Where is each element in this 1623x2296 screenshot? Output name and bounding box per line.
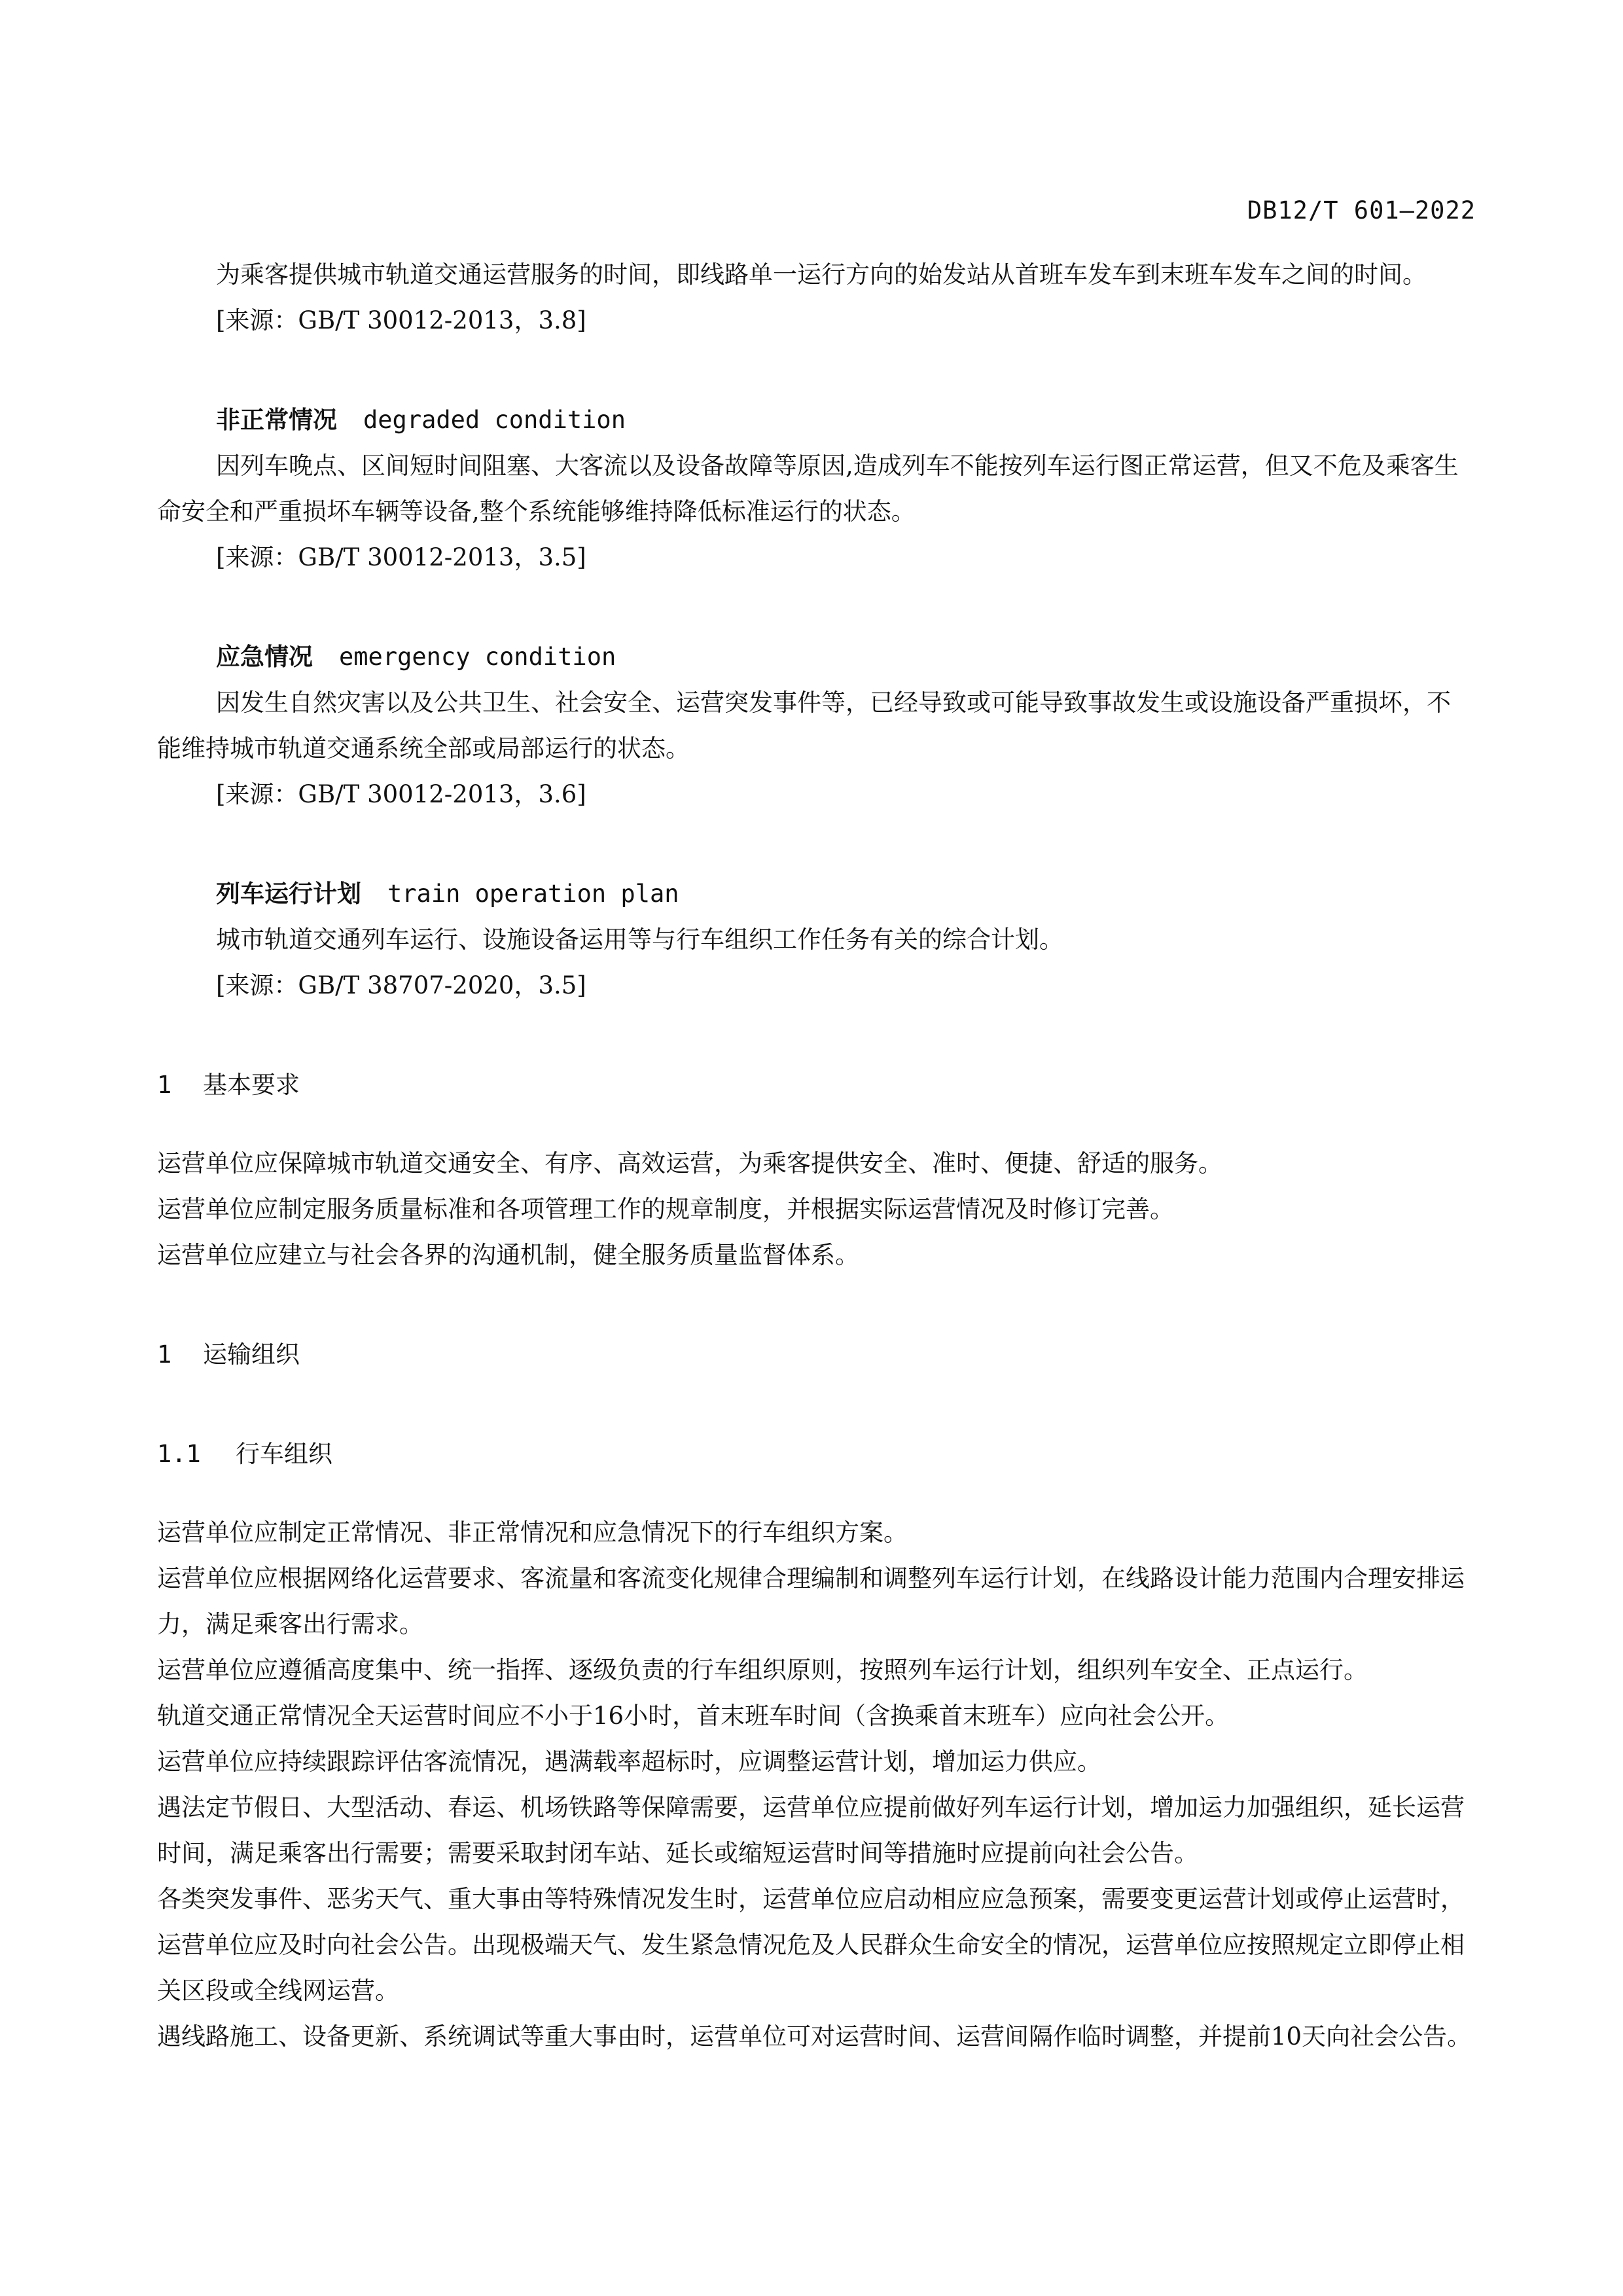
section-number: 1 bbox=[157, 1071, 172, 1099]
subsection-number: 1.1 bbox=[157, 1440, 201, 1468]
section-title: 基本要求 bbox=[203, 1071, 300, 1099]
paragraph: 轨道交通正常情况全天运营时间应不小于16小时，首末班车时间（含换乘首末班车）应向社会公开。 bbox=[157, 1702, 1230, 1730]
paragraph: 运营单位应制定正常情况、非正常情况和应急情况下的行车组织方案。 bbox=[157, 1518, 908, 1547]
subsection-title: 行车组织 bbox=[236, 1440, 332, 1468]
section-number: 1 bbox=[157, 1340, 172, 1369]
term-source: [来源：GB/T 38707-2020，3.5] bbox=[216, 971, 586, 999]
term-cn: 列车运行计划 bbox=[216, 880, 361, 908]
term-title bbox=[157, 634, 1472, 680]
paragraph: 运营单位应遵循高度集中、统一指挥、逐级负责的行车组织原则，按照列车运行计划，组织列车安全、正点运行。 bbox=[157, 1656, 1368, 1684]
term-title bbox=[157, 871, 1472, 917]
paragraph: 遇线路施工、设备更新、系统调试等重大事由时，运营单位可对运营时间、运营间隔作临时调整，并提前10天向社会公告。 bbox=[157, 2022, 1472, 2051]
section-heading-transport bbox=[157, 1332, 1472, 1378]
paragraph: 运营单位应持续跟踪评估客流情况，遇满载率超标时，应调整运营计划，增加运力供应。 bbox=[157, 1748, 1101, 1776]
paragraph: 运营单位应保障城市轨道交通安全、有序、高效运营，为乘客提供安全、准时、便捷、舒适的服务。 bbox=[157, 1149, 1222, 1177]
term-en: train operation plan bbox=[387, 880, 679, 908]
term-definition: 为乘客提供城市轨道交通运营服务的时间，即线路单一运行方向的始发站从首班车发车到末班车发车之间的时间。 bbox=[216, 260, 1427, 289]
section-heading-basic bbox=[157, 1062, 1472, 1108]
term-definition: 因发生自然灾害以及公共卫生、社会安全、运营突发事件等，已经导致或可能导致事故发生或设施设备严重损坏，不能维持城市轨道交通系统全部或局部运行的状态。 bbox=[157, 689, 1451, 762]
term-en: emergency condition bbox=[339, 643, 616, 671]
term-definition: 城市轨道交通列车运行、设施设备运用等与行车组织工作任务有关的综合计划。 bbox=[216, 925, 1063, 954]
document-body bbox=[157, 252, 1472, 2060]
paragraph: 运营单位应根据网络化运营要求、客流量和客流变化规律合理编制和调整列车运行计划，在线路设计能力范围内合理安排运力，满足乘客出行需求。 bbox=[157, 1564, 1465, 1638]
term-source: [来源：GB/T 30012-2013，3.6] bbox=[216, 780, 586, 808]
paragraph: 运营单位应建立与社会各界的沟通机制，健全服务质量监督体系。 bbox=[157, 1241, 859, 1269]
paragraph: 遇法定节假日、大型活动、春运、机场铁路等保障需要，运营单位应提前做好列车运行计划，增加运力加强组织，延长运营时间，满足乘客出行需要；需要采取封闭车站、延长或缩短运营时间等措施时应提前向社会公告。 bbox=[157, 1793, 1465, 1867]
section-title: 运输组织 bbox=[203, 1340, 300, 1369]
term-source: [来源：GB/T 30012-2013，3.5] bbox=[216, 543, 586, 571]
term-cn: 应急情况 bbox=[216, 643, 313, 671]
term-cn: 非正常情况 bbox=[216, 406, 337, 434]
paragraph: 运营单位应制定服务质量标准和各项管理工作的规章制度，并根据实际运营情况及时修订完善。 bbox=[157, 1195, 1174, 1223]
term-definition: 因列车晚点、区间短时间阻塞、大客流以及设备故障等原因,造成列车不能按列车运行图正常运营，但又不危及乘客生命安全和严重损坏车辆等设备,整个系统能够维持降低标准运行的状态。 bbox=[157, 452, 1459, 526]
subsection-heading-train bbox=[157, 1431, 1472, 1477]
term-title bbox=[157, 397, 1472, 443]
term-en: degraded condition bbox=[363, 406, 626, 434]
term-source: [来源：GB/T 30012-2013，3.8] bbox=[216, 306, 586, 334]
paragraph: 各类突发事件、恶劣天气、重大事由等特殊情况发生时，运营单位应启动相应应急预案，需要变更运营计划或停止运营时，运营单位应及时向社会公告。出现极端天气、发生紧急情况危及人民群众生命安全的情况，运营单位应按照规定立即停止相关区段或全线网运营。 bbox=[157, 1885, 1465, 2005]
page-header-doc-id: DB12/T 601—2022 bbox=[1247, 196, 1476, 224]
